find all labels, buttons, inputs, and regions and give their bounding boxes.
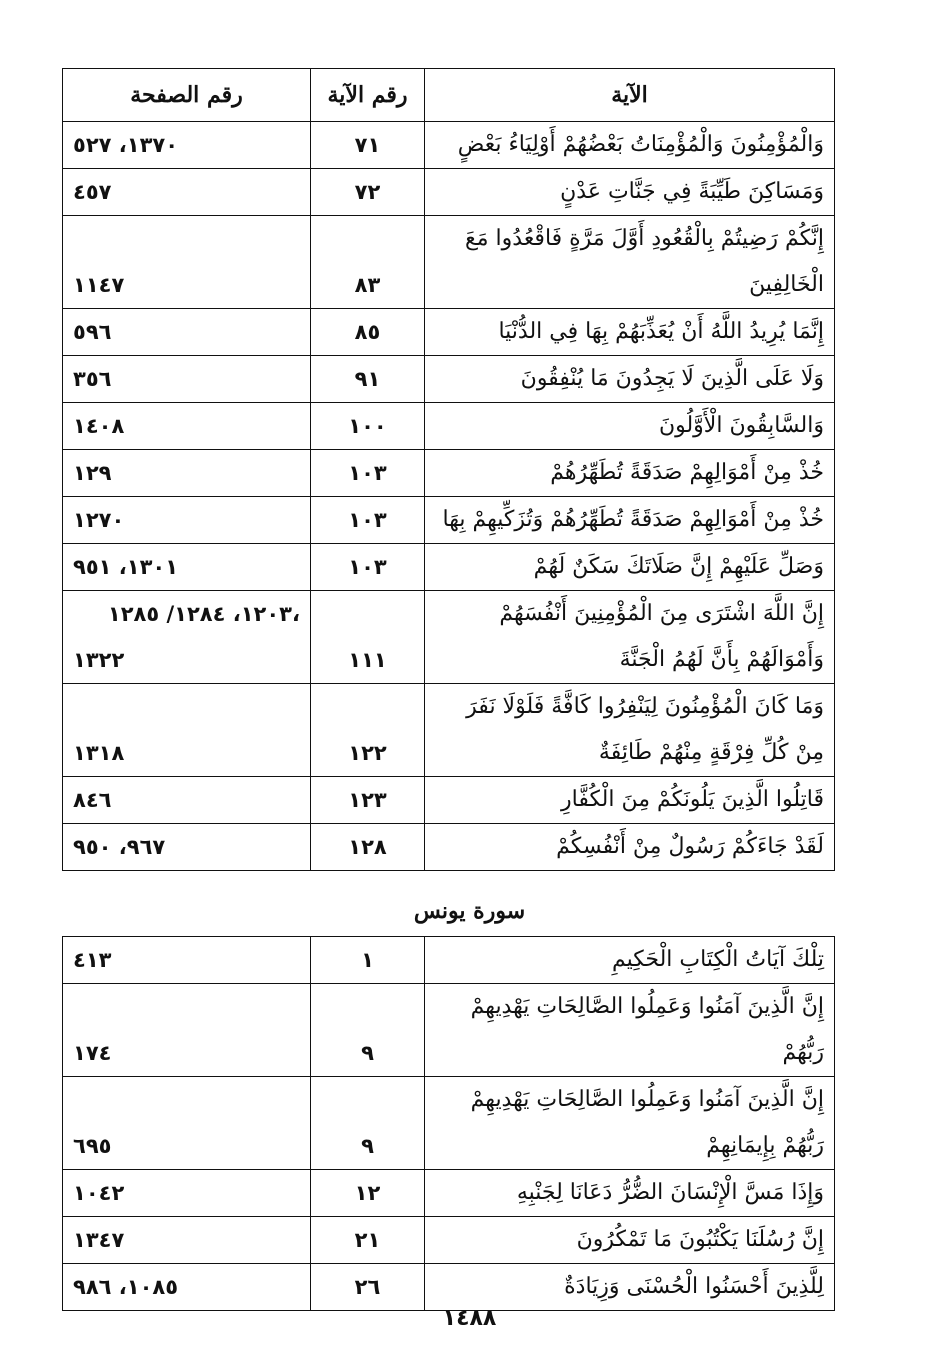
page-number-cell: ١٢٩: [63, 450, 311, 497]
table-row: [63, 684, 835, 777]
verse-number-cell: ١: [311, 937, 425, 984]
page-number-cell: ٥٩٦: [63, 309, 311, 356]
verse-cell: قَاتِلُوا الَّذِينَ يَلُونَكُمْ مِنَ الْكُفَّارِ: [425, 777, 835, 824]
page-number-cell: ١٠٤٢: [63, 1170, 311, 1217]
verse-cell: إِنَّ الَّذِينَ آمَنُوا وَعَمِلُوا الصَّالِحَاتِ يَهْدِيهِمْ رَبُّهُمْ بِإِيمَانِهِمْ: [425, 1077, 835, 1170]
header-page-number: رقم الصفحة: [63, 69, 311, 122]
table-row: [63, 403, 835, 450]
page-number-cell: ٦٩٥: [63, 1077, 311, 1170]
verse-cell: وَالْمُؤْمِنُونَ وَالْمُؤْمِنَاتُ بَعْضُهُمْ أَوْلِيَاءُ بَعْضٍ: [425, 122, 835, 169]
verse-number-cell: ٩١: [311, 356, 425, 403]
verse-number-cell: ١١١: [311, 591, 425, 684]
verse-number-cell: ١٠٣: [311, 450, 425, 497]
verse-index-table-tawbah: [62, 68, 835, 871]
verse-cell: وَلَا عَلَى الَّذِينَ لَا يَجِدُونَ مَا يُنْفِقُونَ: [425, 356, 835, 403]
verse-number-cell: ١٢٨: [311, 824, 425, 871]
page-number-cell: ٤٥٧: [63, 169, 311, 216]
verse-index-table-yunus: [62, 936, 835, 1311]
verse-cell: وَمَسَاكِنَ طَيِّبَةً فِي جَنَّاتِ عَدْنٍ: [425, 169, 835, 216]
page-number-cell: ١٣٠١، ٩٥١: [63, 544, 311, 591]
verse-cell: إِنَّ رُسُلَنَا يَكْتُبُونَ مَا تَمْكُرُونَ: [425, 1217, 835, 1264]
page-number-cell: ١٧٤: [63, 984, 311, 1077]
table-row: [63, 169, 835, 216]
table-row: [63, 216, 835, 309]
page-number-cell: ٤١٣: [63, 937, 311, 984]
table-row: [63, 984, 835, 1077]
verse-cell: وَإِذَا مَسَّ الْإِنْسَانَ الضُّرُّ دَعَانَا لِجَنْبِهِ: [425, 1170, 835, 1217]
table-row: [63, 937, 835, 984]
table-row: [63, 122, 835, 169]
page-number-cell: ١٣٧٠، ٥٢٧: [63, 122, 311, 169]
table-row: [63, 309, 835, 356]
table-row: [63, 1217, 835, 1264]
page-number-line: ١٢٠٣، ١٢٨٤/ ١٢٨٥،: [107, 602, 300, 626]
verse-cell: إِنَّمَا يُرِيدُ اللَّهُ أَنْ يُعَذِّبَهُمْ بِهَا فِي الدُّنْيَا: [425, 309, 835, 356]
table-row: [63, 1077, 835, 1170]
page-number-cell: ١٣٤٧: [63, 1217, 311, 1264]
verse-number-cell: ٧١: [311, 122, 425, 169]
verse-cell: إِنَّكُمْ رَضِيتُمْ بِالْقُعُودِ أَوَّلَ مَرَّةٍ فَاقْعُدُوا مَعَ الْخَالِفِينَ: [425, 216, 835, 309]
page-number-cell: ١٣١٨: [63, 684, 311, 777]
table-row: [63, 777, 835, 824]
page-number-cell: ٨٤٦: [63, 777, 311, 824]
page-number-cell: ١٢٧٠: [63, 497, 311, 544]
page-number-line: ١٣٢٢: [73, 648, 125, 672]
verse-cell: خُذْ مِنْ أَمْوَالِهِمْ صَدَقَةً تُطَهِّرُهُمْ وَتُزَكِّيهِمْ بِهَا: [425, 497, 835, 544]
verse-cell: تِلْكَ آيَاتُ الْكِتَابِ الْحَكِيمِ: [425, 937, 835, 984]
table-row: [63, 356, 835, 403]
page-number-cell: ١١٤٧: [63, 216, 311, 309]
table-row: [63, 591, 835, 684]
verse-number-cell: ٨٣: [311, 216, 425, 309]
verse-number-cell: ١٠٣: [311, 497, 425, 544]
verse-cell: وَصَلِّ عَلَيْهِمْ إِنَّ صَلَاتَكَ سَكَنٌ لَهُمْ: [425, 544, 835, 591]
page-number-cell: ٩٦٧، ٩٥٠: [63, 824, 311, 871]
page-number-cell: [63, 591, 311, 684]
verse-number-cell: ١٢٣: [311, 777, 425, 824]
verse-number-cell: ١٠٣: [311, 544, 425, 591]
table-row: [63, 497, 835, 544]
table-header-row: [63, 69, 835, 122]
verse-cell: إِنَّ الَّذِينَ آمَنُوا وَعَمِلُوا الصَّالِحَاتِ يَهْدِيهِمْ رَبُّهُمْ: [425, 984, 835, 1077]
verse-cell: وَالسَّابِقُونَ الْأَوَّلُونَ: [425, 403, 835, 450]
verse-cell: لِلَّذِينَ أَحْسَنُوا الْحُسْنَى وَزِيَادَةٌ: [425, 1264, 835, 1311]
page-number-cell: ١٠٨٥، ٩٨٦: [63, 1264, 311, 1311]
verse-number-cell: ١٠٠: [311, 403, 425, 450]
verse-number-cell: ٩: [311, 984, 425, 1077]
verse-cell: خُذْ مِنْ أَمْوَالِهِمْ صَدَقَةً تُطَهِّرُهُمْ: [425, 450, 835, 497]
verse-number-cell: ٢٦: [311, 1264, 425, 1311]
verse-number-cell: ١٢: [311, 1170, 425, 1217]
verse-number-cell: ١٢٢: [311, 684, 425, 777]
page-number: ١٤٨٨: [442, 1306, 497, 1331]
verse-number-cell: ٢١: [311, 1217, 425, 1264]
surah-title: سورة يونس: [413, 898, 526, 924]
verse-number-cell: ٨٥: [311, 309, 425, 356]
table-row: [63, 450, 835, 497]
table-row: [63, 1264, 835, 1311]
verse-number-cell: ٧٢: [311, 169, 425, 216]
verse-cell: وَمَا كَانَ الْمُؤْمِنُونَ لِيَنْفِرُوا كَافَّةً فَلَوْلَا نَفَرَ مِنْ كُلِّ فِرْقَةٍ مِنْهُمْ طَائِفَةٌ: [425, 684, 835, 777]
header-verse-number: رقم الآية: [311, 69, 425, 122]
table-row: [63, 824, 835, 871]
table-row: [63, 544, 835, 591]
table-row: [63, 1170, 835, 1217]
verse-number-cell: ٩: [311, 1077, 425, 1170]
header-verse: الآية: [425, 69, 835, 122]
page-number-cell: ٣٥٦: [63, 356, 311, 403]
verse-cell: إِنَّ اللَّهَ اشْتَرَى مِنَ الْمُؤْمِنِينَ أَنْفُسَهُمْ وَأَمْوَالَهُمْ بِأَنَّ لَهُمُ الْجَنَّةَ: [425, 591, 835, 684]
page-number-cell: ١٤٠٨: [63, 403, 311, 450]
verse-cell: لَقَدْ جَاءَكُمْ رَسُولٌ مِنْ أَنْفُسِكُمْ: [425, 824, 835, 871]
